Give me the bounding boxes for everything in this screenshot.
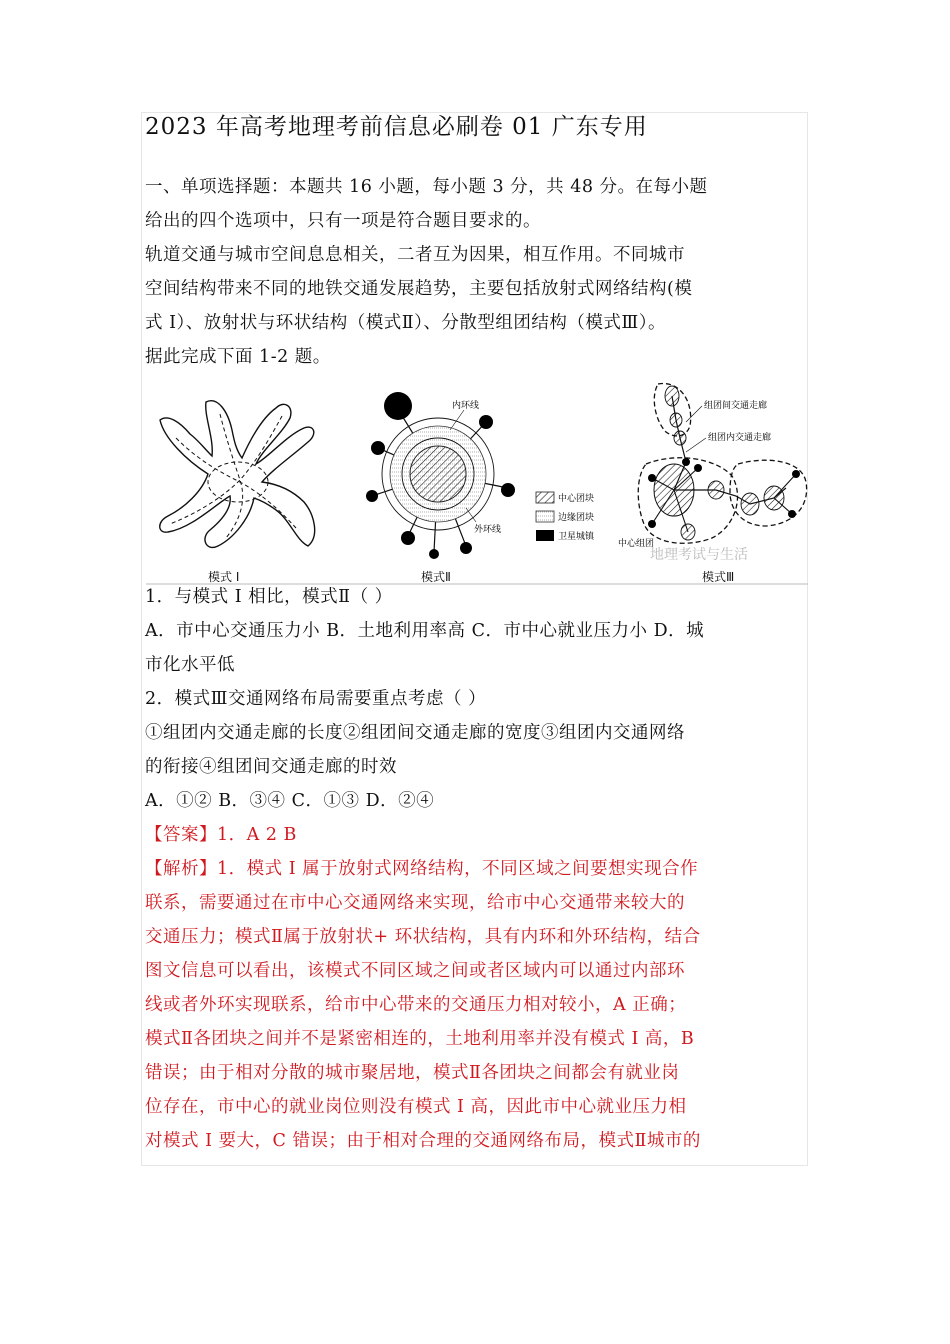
instructions-line-1: 一、单项选择题：本题共 16 小题，每小题 3 分，共 48 分。在每小题 xyxy=(145,177,708,197)
mode-2-diagram xyxy=(366,392,515,559)
question-2-line-1: ①组团内交通走廊的长度②组团间交通走廊的宽度③组团内交通网络 xyxy=(145,723,685,743)
center-group-label: 中心组团 xyxy=(618,539,655,549)
mode-1-caption: 模式 I xyxy=(208,570,240,584)
analysis-line-9: 对模式 I 要大，C 错误；由于相对合理的交通网络布局，模式Ⅱ城市的 xyxy=(145,1131,701,1151)
analysis-line-2: 联系，需要通过在市中心交通网络来实现，给市中心交通带来较大的 xyxy=(145,893,685,913)
mode-3-diagram xyxy=(618,384,807,549)
analysis-line-7: 错误；由于相对分散的城市聚居地，模式Ⅱ各团块之间都会有就业岗 xyxy=(145,1063,680,1083)
question-2-stem: 2．模式Ⅲ交通网络布局需要重点考虑（ ） xyxy=(145,689,487,709)
analysis-line-6: 模式Ⅱ各团块之间并不是紧密相连的，土地利用率并没有模式 I 高，B xyxy=(145,1029,695,1049)
legend-satellite-town: 卫星城镇 xyxy=(558,532,595,542)
question-1-options-line-1: A．市中心交通压力小 B．土地利用率高 C．市中心就业压力小 D．城 xyxy=(145,621,705,641)
figure-legend xyxy=(536,492,595,542)
within-group-corridor-label: 组团内交通走廊 xyxy=(708,433,772,443)
passage-line-1: 轨道交通与城市空间息息相关，二者互为因果，相互作用。不同城市 xyxy=(145,245,685,265)
passage-line-4: 据此完成下面 1-2 题。 xyxy=(145,347,331,367)
question-1-options-line-2: 市化水平低 xyxy=(145,655,235,675)
question-2-line-2: 的衔接④组团间交通走廊的时效 xyxy=(145,757,397,777)
mode-2-caption: 模式Ⅱ xyxy=(421,570,451,584)
inner-ring-label: 内环线 xyxy=(452,401,480,411)
outer-ring-label: 外环线 xyxy=(474,525,502,535)
question-1-stem: 1．与模式 I 相比，模式Ⅱ（ ） xyxy=(145,587,393,607)
watermark: 地理考试与生活 xyxy=(650,547,748,563)
instructions-line-2: 给出的四个选项中，只有一项是符合题目要求的。 xyxy=(145,211,541,231)
document-title: 2023 年高考地理考前信息必刷卷 01 广东专用 xyxy=(145,114,648,140)
analysis-line-1: 【解析】1．模式 I 属于放射式网络结构，不同区域之间要想实现合作 xyxy=(145,859,699,879)
between-group-corridor-label: 组团间交通走廊 xyxy=(704,401,768,411)
mode-1-diagram xyxy=(160,401,315,548)
analysis-line-4: 图文信息可以看出，该模式不同区域之间或者区域内可以通过内部环 xyxy=(145,961,685,981)
analysis-line-5: 线或者外环实现联系，给市中心带来的交通压力相对较小，A 正确； xyxy=(145,995,687,1015)
mode-3-caption: 模式Ⅲ xyxy=(702,570,735,584)
answer-line: 【答案】1．A 2 B xyxy=(145,825,297,845)
legend-center-block: 中心团块 xyxy=(558,494,595,504)
analysis-line-8: 位存在，市中心的就业岗位则没有模式 I 高，因此市中心就业压力相 xyxy=(145,1097,687,1117)
passage-line-2: 空间结构带来不同的地铁交通发展趋势，主要包括放射式网络结构(模 xyxy=(145,279,693,299)
legend-edge-block: 边缘团块 xyxy=(558,513,595,523)
analysis-line-3: 交通压力；模式Ⅱ属于放射状+ 环状结构，具有内环和外环结构，结合 xyxy=(145,927,701,947)
passage-line-3: 式 I）、放射状与环状结构（模式Ⅱ）、分散型组团结构（模式Ⅲ）。 xyxy=(145,313,666,333)
question-2-options: A．①② B．③④ C．①③ D．②④ xyxy=(145,791,435,811)
